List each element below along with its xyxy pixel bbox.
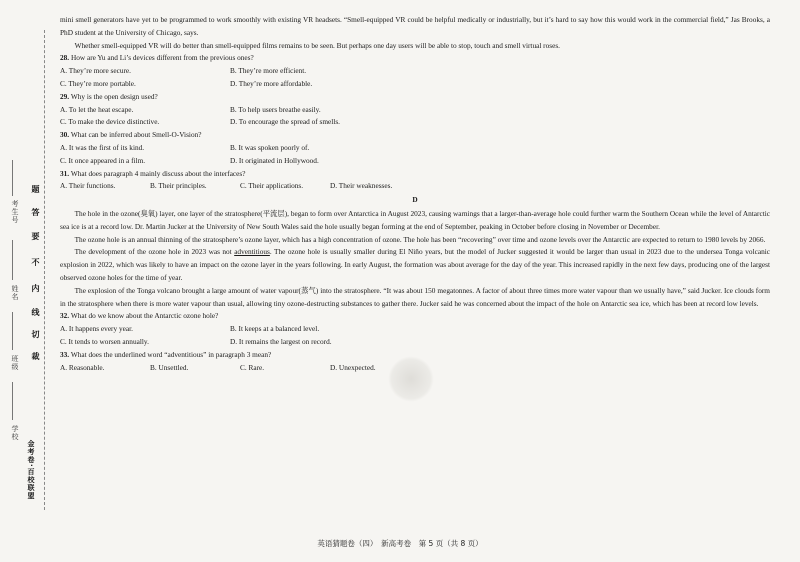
option-a: A. It happens every year. xyxy=(60,324,133,334)
option-a: A. It was the first of its kind. xyxy=(60,142,145,152)
question-stem: What does the underlined word “adventitious” in paragraph 3 mean? xyxy=(70,349,272,359)
options-32 xyxy=(60,323,770,349)
question-stem: How are Yu and Li’s devices different from the previous ones? xyxy=(70,53,254,63)
options-30 xyxy=(60,142,770,168)
option-a: A. They’re more secure. xyxy=(60,66,131,76)
options-28 xyxy=(60,65,770,91)
text-run: The development of the ozone hole in 2023 was not xyxy=(74,247,235,257)
warn-char: 题 xyxy=(31,185,40,194)
question-30 xyxy=(60,129,770,142)
warn-char: 不 xyxy=(31,258,40,267)
option-c: C. They’re more portable. xyxy=(60,78,136,88)
option-b: B. It was spoken poorly of. xyxy=(230,142,310,152)
option-b: B. It keeps at a balanced level. xyxy=(230,324,320,334)
section-heading-d: D xyxy=(412,195,418,205)
exam-content xyxy=(60,14,770,374)
question-number: 33. xyxy=(60,349,70,359)
options-33 xyxy=(60,362,770,375)
underlined-word: adventitious xyxy=(234,247,270,257)
question-28 xyxy=(60,52,770,65)
page-footer: 英语猜题卷（四） 新高考卷 第 5 页（共 8 页） xyxy=(317,539,483,548)
question-31 xyxy=(60,168,770,181)
option-a: A. Their functions. xyxy=(60,181,116,191)
warn-char: 切 xyxy=(31,330,40,339)
class-field xyxy=(12,312,14,350)
binding-margin xyxy=(0,0,58,562)
question-stem: What can be inferred about Smell-O-Vision? xyxy=(70,130,202,140)
school-field xyxy=(12,382,14,420)
name-label: 姓名 xyxy=(11,285,19,301)
passage-paragraph xyxy=(60,246,770,284)
option-d: D. Their weaknesses. xyxy=(330,181,393,191)
passage-paragraph: The ozone hole is an annual thinning of the stratosphere’s ozone layer, which has a high concentration of ozone. The hole has been “recovering” over time and ozone levels over the Antarctic are expected to return to 1980 levels by 2066. xyxy=(74,234,766,244)
option-d: D. To encourage the spread of smells. xyxy=(230,117,340,127)
question-stem: What do we know about the Antarctic ozone hole? xyxy=(70,311,219,321)
warn-char: 裁 xyxy=(31,352,40,361)
option-a: A. To let the heat escape. xyxy=(60,104,134,114)
question-stem: What does paragraph 4 mainly discuss about the interfaces? xyxy=(70,168,246,178)
option-b: B. Unsettled. xyxy=(150,362,189,372)
question-number: 30. xyxy=(60,130,70,140)
option-d: D. They’re more affordable. xyxy=(230,78,313,88)
option-b: B. To help users breathe easily. xyxy=(230,104,321,114)
option-c: C. It once appeared in a film. xyxy=(60,155,146,165)
option-c: C. Rare. xyxy=(240,362,265,372)
option-c: C. To make the device distinctive. xyxy=(60,117,160,127)
seat-label: 考生号 xyxy=(11,200,19,224)
option-d: D. It originated in Hollywood. xyxy=(230,155,319,165)
question-29 xyxy=(60,91,770,104)
options-29 xyxy=(60,104,770,130)
name-field xyxy=(12,240,14,280)
question-33 xyxy=(60,349,770,362)
options-31 xyxy=(60,180,770,193)
question-32 xyxy=(60,310,770,323)
seat-field xyxy=(12,160,14,196)
question-number: 32. xyxy=(60,311,70,321)
text-run: . The ozone hole is usually smaller during El Niño years, but the model of Jucker suggested it would be larger than usual in 2023 due to the undersea Tonga volcanic explosion in 2022, which was likely to have an impact on the ozone layer in the years following. In early August, the formation was about average for the day of the year. This increased rapidly in the next few days, producing one of the largest observed ozone holes for the time of year. xyxy=(60,247,770,282)
option-b: B. They’re more efficient. xyxy=(230,66,307,76)
passage-paragraph: The explosion of the Tonga volcano brought a large amount of water vapour(蒸气) into the stratosphere. “It was about 150 megatonnes. A factor of about three times more water vapour than we usually have,” said Jucker. Ice clouds form in the stratosphere when there is more water vapour than usual, allowing tiny ozone-destructing substances to gather there. Jucker said he was concerned about the impact of the hole on Antarctic sea ice, which has been at record low levels. xyxy=(60,285,770,308)
question-number: 31. xyxy=(60,168,70,178)
option-c: C. Their applications. xyxy=(240,181,304,191)
passage-paragraph: Whether smell-equipped VR will do better than smell-equipped films remains to be seen. But perhaps one day users will be able to stop, touch and smell virtual roses. xyxy=(74,40,560,50)
question-stem: Why is the open design used? xyxy=(70,91,158,101)
option-d: D. It remains the largest on record. xyxy=(230,336,332,346)
option-a: A. Reasonable. xyxy=(60,362,105,372)
question-number: 28. xyxy=(60,53,70,63)
warn-char: 内 xyxy=(31,284,40,293)
class-label: 班级 xyxy=(11,355,19,371)
option-d: D. Unexpected. xyxy=(330,362,376,372)
school-label: 学校 xyxy=(11,425,19,441)
option-c: C. It tends to worsen annually. xyxy=(60,336,149,346)
warn-char: 答 xyxy=(31,208,40,217)
warn-char: 线 xyxy=(31,308,40,317)
passage-paragraph: mini smell generators have yet to be programmed to work smoothly with existing VR headsets. “Smell-equipped VR could be helpful medically or industrially, but it’s hard to say how this would work in the commercial field,” Jas Brooks, a PhD student at the University of Chicago, says. xyxy=(60,15,770,37)
warn-char: 要 xyxy=(31,232,40,241)
brand-text: 金考卷·百校联盟 xyxy=(27,440,35,500)
option-b: B. Their principles. xyxy=(150,181,207,191)
passage-paragraph: The hole in the ozone(臭氧) layer, one layer of the stratosphere(平流层), began to form over Antarctica in August 2023, causing warnings that a larger-than-average hole could further warm the Southern Ocean while the level of Antarctic sea ice is at a record low. Dr. Martin Jucker at the University of New South Wales said the hole usually began forming at the end of September, peaking in October before closing in November or December. xyxy=(60,208,770,231)
question-number: 29. xyxy=(60,91,70,101)
cut-line xyxy=(44,30,45,510)
